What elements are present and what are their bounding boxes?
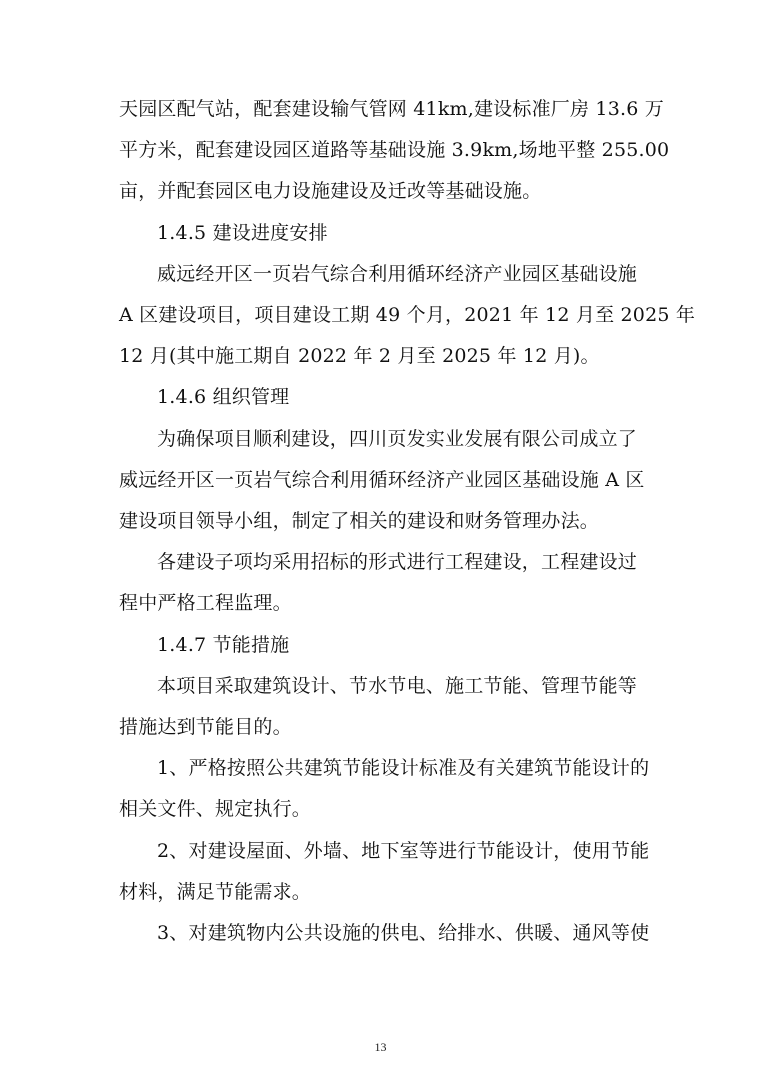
text-line: 相关文件、规定执行。 — [119, 798, 312, 821]
text-line: 材料，满足节能需求。 — [119, 880, 312, 903]
text-line: 2、对建设屋面、外墙、地下室等进行节能设计，使用节能 — [157, 839, 650, 862]
section-heading-1-4-5 — [119, 213, 644, 254]
heading-text: 1.4.7 节能措施 — [157, 633, 290, 656]
text-line: 威远经开区一页岩气综合利用循环经济产业园区基础设施 A 区 — [119, 468, 645, 491]
text-line: 3、对建筑物内公共设施的供电、给排水、供暖、通风等使 — [157, 922, 650, 945]
page-number: 13 — [374, 1040, 387, 1054]
heading-text: 1.4.5 建设进度安排 — [157, 221, 328, 244]
organization-paragraph — [119, 419, 644, 543]
text-line: 各建设子项均采用招标的形式进行工程建设，工程建设过 — [157, 551, 638, 574]
schedule-paragraph — [119, 254, 696, 378]
bidding-paragraph — [119, 542, 644, 624]
text-line: 平方米，配套建设园区道路等基础设施 3.9km,场地平整 255.00 — [119, 139, 670, 162]
energy-item-3 — [119, 913, 650, 954]
energy-intro-paragraph — [119, 666, 644, 748]
text-line: 建设项目领导小组，制定了相关的建设和财务管理办法。 — [119, 510, 600, 533]
text-line: 措施达到节能目的。 — [119, 716, 292, 739]
energy-item-2 — [119, 831, 650, 913]
section-heading-1-4-7 — [119, 625, 644, 666]
document-body — [119, 89, 696, 954]
section-heading-1-4-6 — [119, 377, 644, 418]
text-line: 12 月(其中施工期自 2022 年 2 月至 2025 年 12 月)。 — [119, 345, 600, 368]
text-line: 天园区配气站，配套建设输气管网 41km,建设标准厂房 13.6 万 — [119, 98, 664, 120]
text-line: 亩，并配套园区电力设施建设及迁改等基础设施。 — [119, 180, 542, 203]
heading-text: 1.4.6 组织管理 — [157, 386, 290, 409]
energy-item-1 — [119, 748, 650, 830]
continuation-paragraph — [119, 89, 670, 213]
text-line: 本项目采取建筑设计、节水节电、施工节能、管理节能等 — [157, 674, 638, 697]
text-line: 威远经开区一页岩气综合利用循环经济产业园区基础设施 — [157, 262, 638, 285]
text-line: A 区建设项目，项目建设工期 49 个月，2021 年 12 月至 2025 年 — [119, 304, 696, 327]
text-line: 为确保项目顺利建设，四川页发实业发展有限公司成立了 — [157, 427, 638, 450]
text-line: 1、严格按照公共建筑节能设计标准及有关建筑节能设计的 — [157, 757, 650, 780]
text-line: 程中严格工程监理。 — [119, 592, 292, 615]
